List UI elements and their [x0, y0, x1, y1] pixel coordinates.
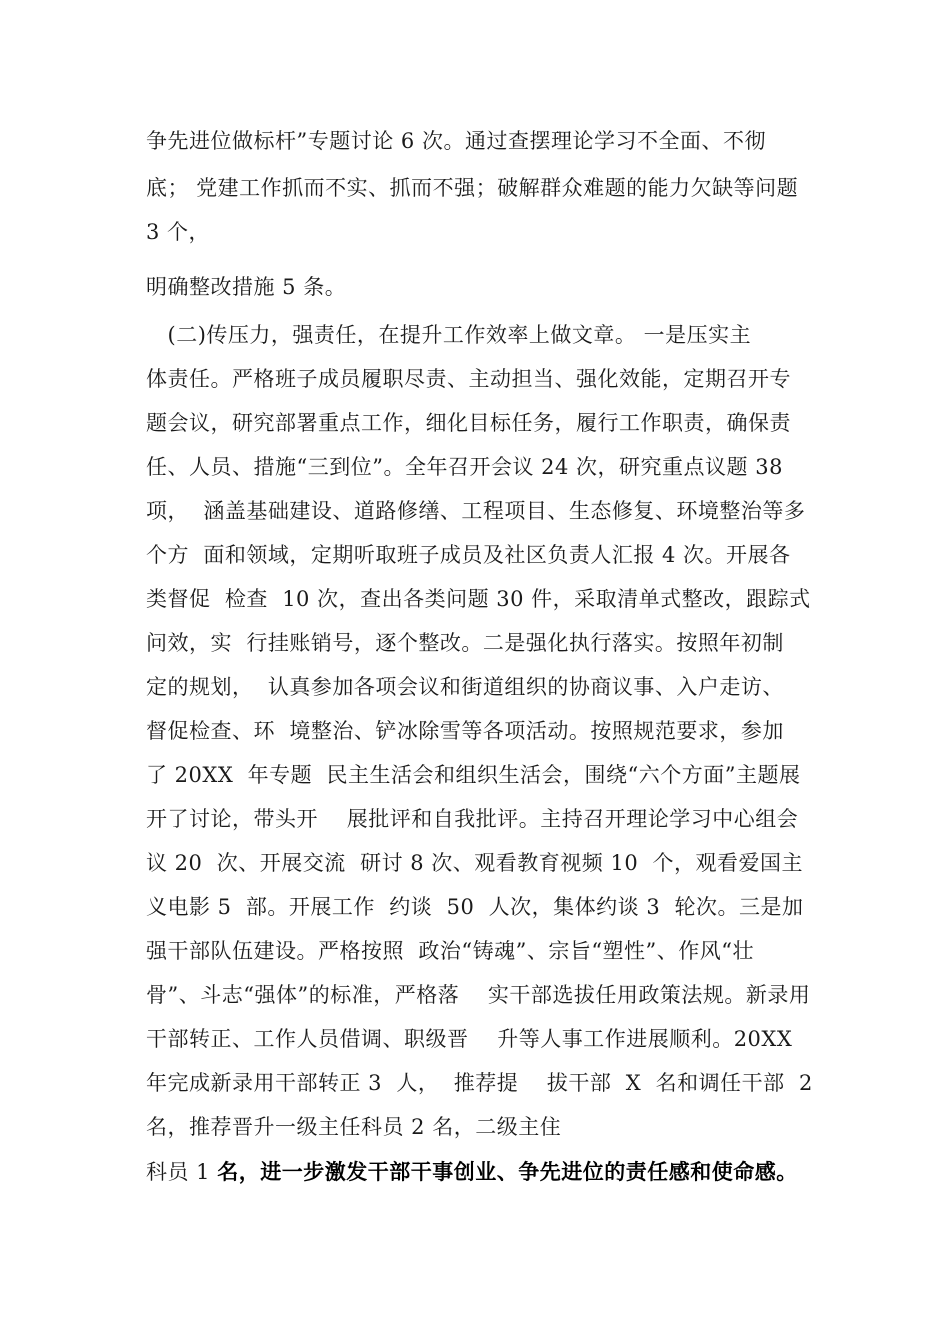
- text-line: 名，推荐晋升一级主任科员 2 名，二级主住: [146, 1115, 562, 1139]
- text-line: 体责任。严格班子成员履职尽责、主动担当、强化效能，定期召开专: [146, 367, 791, 391]
- text-line: 干部转正、工作人员借调、职级晋 升等人事工作进展顺利。20XX: [146, 1027, 793, 1051]
- closing-bold-text: 名，进一步激发干部干事创业、争先进位的责任感和使命感。: [217, 1159, 798, 1184]
- text-line: 开了讨论，带头开 展批评和自我批评。主持召开理论学习中心组会: [146, 807, 799, 831]
- text-line: 类督促 检查 10 次，查出各类问题 30 件，采取清单式整改，跟踪式: [146, 587, 811, 611]
- text-line: 项， 涵盖基础建设、道路修缮、工程项目、生态修复、环境整治等多: [146, 499, 806, 523]
- text-line: 议 20 次、开展交流 研讨 8 次、观看教育视频 10 个，观看爱国主: [146, 851, 804, 875]
- text-line: 强干部队伍建设。严格按照 政治“铸魂”、宗旨“塑性”、作风“壮: [146, 939, 755, 963]
- text-line: 年完成新录用干部转正 3 人， 推荐提 拔干部 X 名和调任干部 2: [146, 1071, 813, 1095]
- text-line: (二)传压力，强责任，在提升工作效率上做文章。 一是压实主: [146, 323, 752, 347]
- text-line: 义电影 5 部。开展工作 约谈 50 人次，集体约谈 3 轮次。三是加: [146, 895, 804, 919]
- text-line: 督促检查、环 境整治、铲冰除雪等各项活动。按照规范要求，参加: [146, 719, 784, 743]
- text-line: 个方 面和领域，定期听取班子成员及社区负责人汇报 4 次。开展各: [146, 543, 791, 567]
- closing-line: [146, 1157, 826, 1187]
- text-line: 定的规划， 认真参加各项会议和街道组织的协商议事、入户走访、: [146, 675, 784, 699]
- text-line: 3 个，: [146, 220, 211, 244]
- text-line: 底； 党建工作抓而不实、抓而不强；破解群众难题的能力欠缺等问题: [146, 176, 799, 200]
- text-line: 题会议，研究部署重点工作，细化目标任务，履行工作职责，确保责: [146, 411, 791, 435]
- closing-prefix: 科员 1: [146, 1160, 218, 1184]
- text-line: 骨”、斗志“强体”的标准，严格落 实干部选拔任用政策法规。新录用: [146, 983, 811, 1007]
- text-line: 任、人员、措施“三到位”。全年召开会议 24 次，研究重点议题 38: [146, 455, 783, 479]
- text-line: 了 20XX 年专题 民主生活会和组织生活会，围绕“六个方面”主题展: [146, 763, 801, 787]
- text-line: 争先进位做标杆”专题讨论 6 次。通过查摆理论学习不全面、不彻: [146, 129, 766, 153]
- text-line: 明确整改措施 5 条。: [146, 275, 347, 299]
- text-line: 问效，实 行挂账销号，逐个整改。二是强化执行落实。按照年初制: [146, 631, 784, 655]
